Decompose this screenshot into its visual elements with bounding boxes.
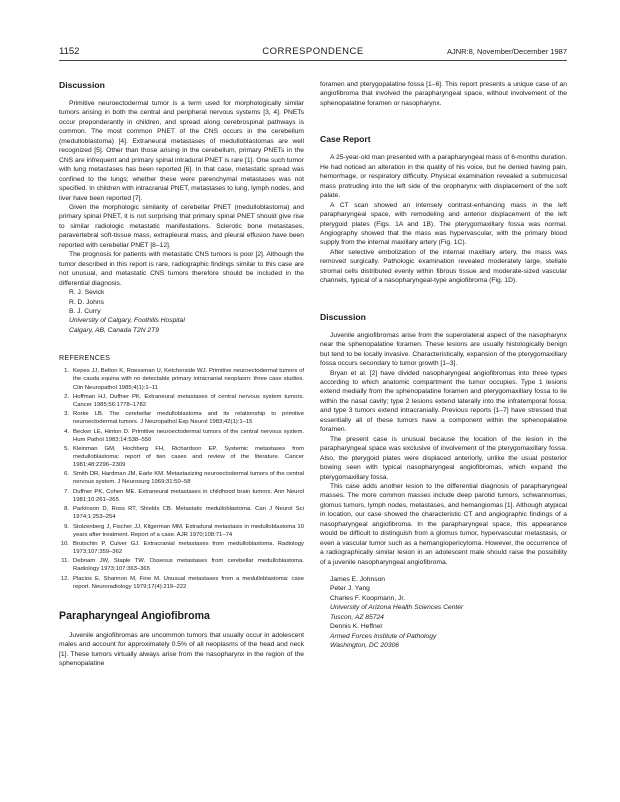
page-header — [59, 46, 567, 60]
paragraph: The present case is unusual because the location of the lesion in the parapharyngeal space was exclusive of involvement of the pterygomaxillary fossa. Also, the pterygoid plates were displaced anteriorly, unlike the usual posterior bowing seen with typical nasopharyngeal angiofibromas, which expand the pterygomaxillary fossa. — [320, 435, 567, 481]
reference-item: 11. Debnam JW, Staple TW. Osseous metastases from cerebellar medulloblastoma. Radiology 1973;107:363–365 — [61, 558, 304, 573]
discussion-heading: Discussion — [59, 80, 105, 90]
reference-item: 10. Brutschin P, Culver GJ. Extracranial metastases from medulloblastoma. Radiology 1973;107:359–362 — [60, 540, 304, 555]
author: R. J. Sevick — [69, 289, 105, 297]
paragraph: A CT scan showed an intensely contrast-enhancing mass in the left parapharyngeal space, with remodeling and anterior displacement of the left pterygoid plates (Figs. 1A and 1B). The pterygomaxillary fossa was normal. Angiography showed that the mass was hypervascular, with the primary blood supply from the internal maxillary artery (Fig. 1C). — [320, 201, 567, 247]
reference-item: 12. Placios E, Shannon M, Fine M. Unusual metastases from a medulloblastoma: case report. Neuroradiology 1979;17(4):219–222 — [60, 575, 304, 590]
paragraph: The prognosis for patients with metastatic CNS tumors is poor [2]. Although the tumor described in this report is rare, radiographic findings similar to this case are not unusual, and metastatic CNS tumors therefore should be included in the differential diagnosis. — [59, 251, 304, 287]
paragraph: This case adds another lesion to the differential diagnosis of parapharyngeal masses. The more common masses include deep parotid tumors, schwannomas, glomus tumors, lymph nodes, metastases, and hemangiomas [1]. Although atypical in location, our case showed the characteristic CT and angiographic findings of a nasopharyngeal angiofibroma. In the parapharyngeal space, this appearance would be difficult to distinguish from a glomus tumor, hypervascular metastasis, or even a vascular tumor such as a hemangiopericytoma. However, the occurrence of a radiographically similar lesion in an adolescent male should raise the possibility of a juvenile nasopharyngeal angiofibroma. — [320, 482, 567, 566]
paragraph: Juvenile angiofibromas are uncommon tumors that usually occur in adolescent males and account for approximately 0.5% of all neoplasms of the head and neck [1]. These tumors virtually always arise from the nasopharynx in the region of the sphenopalatine — [59, 632, 304, 668]
reference-list — [59, 367, 304, 591]
reference-item: 6. Smith DR, Hardman JM, Earle KM. Metastasizing neuroectodermal tumors of the central nervous system. J Neurosurg 1969;31:50–58 — [64, 471, 304, 486]
affiliation: Armed Forces Institute of Pathology — [330, 632, 437, 640]
paragraph: Given the morphologic similarity of cerebellar PNET (medulloblastoma) and primary spinal PNET, it is not surprising that primary spinal PNET should give rise to similar radiologic metastatic manifestations. Sclerotic bone metastases, paravertebral soft-tissue mass, extrapleural mass, and pleural effusion have been reported with cerebellar PNET [8–12]. — [59, 203, 304, 249]
paragraph: foramen and pterygopalatine fossa [1–6]. This report presents a unique case of an angiofibroma that involved the parapharyngeal space, without involvement of the sphenopalatine foramen or nasopharynx. — [320, 81, 567, 107]
reference-item: 9. Stolzenberg J, Fischer JJ, Kligerman MM. Extradural metastasis in medulloblastoma 10 years after treatment. Report of a case. AJR 1970;108:71–74 — [64, 523, 304, 538]
paragraph: Bryan et al. [2] have divided nasopharyngeal angiofibromas into three types according to which anatomic compartment the tumor occupies. Type 1 lesions extend medially from the sphenopalatine foramen and pterygomaxillary fossa to lie within the nasal cavity; type 2 lesions extend laterally into the infratemporal fossa; and type 3 tumors extend intracranially. Previous reports [1–7] have stressed that essentially all of these tumors have a component within the sphenopalatine foramen. — [320, 369, 567, 434]
reference-item: 3. Rorke LB. The cerebellar medulloblastoma and its relationship to primitive neuroectodermal tumors. J Neuropathol Exp Neurol 1983;42(1):1–15 — [64, 411, 304, 426]
right-column — [320, 80, 567, 651]
references-heading: REFERENCES — [59, 353, 111, 363]
author: B. J. Curry — [69, 307, 101, 315]
author: Dennis K. Heffner — [330, 623, 383, 631]
paragraph: A 25-year-old man presented with a parapharyngeal mass of 6-months duration. He had noticed an alteration in the quality of his voice, but he denied having pain, hemorrhage, or respiratory difficulty. Physical examination revealed a submucosal mass protruding into the left side of the oropharynx with displacement of the soft palate. — [320, 154, 567, 200]
author: R. D. Johns — [69, 298, 104, 306]
left-column — [59, 80, 304, 669]
journal-citation: AJNR:8, November/December 1987 — [446, 47, 567, 56]
section-title: CORRESPONDENCE — [262, 46, 364, 57]
affiliation: University of Arizona Health Sciences Center — [330, 604, 464, 612]
reference-item: 1. Kepes JJ, Belton K, Roessman U, Ketcherside WJ. Primitive neuroectodermal tumors of the cauda equina with no detectable primary intracranial neoplasm: three case studies. Clin Neuropathol 1985;4(1):1–11 — [64, 368, 304, 391]
reference-item: 4. Becker LE, Hinton D. Primitive neuroectodermal tumors of the central nervous system. Hum Pathol 1983;14:538–550 — [64, 428, 304, 443]
author: Peter J. Yang — [330, 585, 370, 593]
page-number: 1152 — [59, 46, 80, 57]
case-report-heading: Case Report — [320, 134, 371, 145]
author: James E. Johnson — [330, 576, 386, 584]
discussion-heading: Discussion — [320, 311, 366, 322]
paragraph: Juvenile angiofibromas arise from the superolateral aspect of the nasopharynx near the sphenopalatine foramen. These lesions are usually histologically benign but tend to be locally invasive. Characteristically, expansion of the pterygomaxillary fossa occurs secondary to tumor growth [1–3]. — [320, 331, 567, 368]
reference-item: 7. Duffner PK, Cohen ME. Extraneural metastases in childhood brain tumors. Ann Neurol 1981;10:261–265 — [64, 488, 304, 503]
paragraph: Primitive neuroectodermal tumor is a term used for morphologically similar tumors arising in both the central and peripheral nervous systems [3, 4]. PNETs occur preponderantly in children, and spread along cerebrospinal pathways is common. The most common PNET of the CNS occurs in the cerebellum (medulloblastoma) [4]. Extraneural metastases of medulloblastomas are well recognized [5]. Other than those arising in the cerebellum, primary PNETs in the CNS are infrequent and primary spinal intradural PNET is rare [1]. One such tumor with lung metastases has been reported [6]. In that case, metastatic spread was confined to the lungs; whether these were parenchymal metastases was not specified. In children with intracranial PNET, metastases to lung, lymph nodes, and liver have been reported [7]. — [59, 100, 304, 202]
paragraph: After selective embolization of the internal maxillary artery, the mass was removed surgically. Pathologic examination revealed moderately large, stellate stromal cells distributed evenly within fibrous tissue and moderate-sized vascular channels, typical of a nasopharyngeal-type angiofibroma (Fig. 1D). — [320, 248, 567, 285]
affiliation: Tuscon, AZ 85724 — [330, 613, 384, 621]
affiliation: Calgary, AB, Canada T2N 2T9 — [69, 326, 159, 334]
reference-item: 5. Kleinman GM, Hochberg FH, Richardson EP. Systemic metastases from medulloblastoma: report of two cases and review of the literature. Cancer 1981;48:2296–2309 — [64, 445, 304, 469]
reference-item: 2. Hoffman HJ, Duffner PK. Extraneural metastases of central nervous system tumors. Cancer 1985;56:1778–1782 — [64, 393, 304, 408]
author: Charles F. Koopmann, Jr. — [330, 594, 406, 602]
article-title: Parapharyngeal Angiofibroma — [59, 610, 210, 623]
affiliation: Washington, DC 20306 — [330, 642, 400, 650]
affiliation: University of Calgary, Foothills Hospital — [69, 317, 185, 325]
header-rule — [59, 60, 567, 61]
reference-item: 8. Parkinson D, Ross RT, Shields CB. Metastatic medulloblastoma. Can J Neurol Sci 1974;1:253–254 — [64, 506, 304, 521]
